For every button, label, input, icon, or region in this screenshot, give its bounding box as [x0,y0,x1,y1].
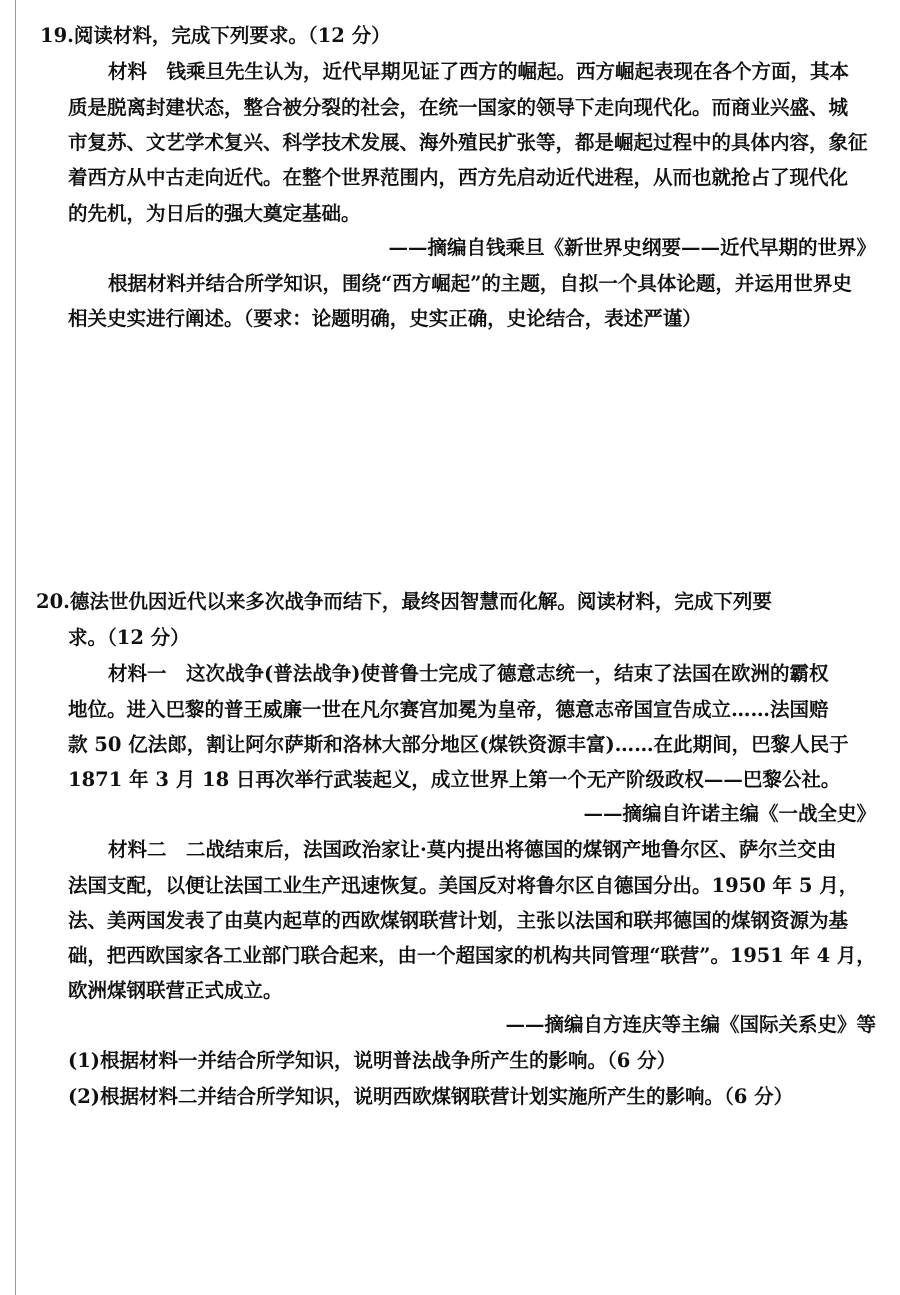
q20-source2: ——摘编自方连庆等主编《国际关系史》等 [505,1013,876,1036]
q19-material-line: 市复苏、文艺学术复兴、科学技术发展、海外殖民扩张等，都是崛起过程中的具体内容，象征 [68,131,868,154]
q19-material-line: 质是脱离封建状态，整合被分裂的社会，在统一国家的领导下走向现代化。而商业兴盛、城 [68,96,849,119]
q19-material-line: 着西方从中古走向近代。在整个世界范围内，西方先启动近代进程，从而也就抢占了现代化 [68,166,849,189]
q20-material2-line: 材料二 二战结束后，法国政治家让·莫内提出将德国的煤钢产地鲁尔区、萨尔兰交由 [108,838,837,861]
q20-header-line: 求。（12 分） [68,626,190,649]
q20-material2-line: 法、美两国发表了由莫内起草的西欧煤钢联营计划，主张以法国和联邦德国的煤钢资源为基 [68,909,849,932]
q19-task-line: 相关史实进行阐述。（要求：论题明确，史实正确，史论结合，表述严谨） [68,307,702,330]
q20-material2-line: 础，把西欧国家各工业部门联合起来，由一个超国家的机构共同管理“联营”。1951 年 4 月， [68,944,876,967]
q20-subquestion-1: (1)根据材料一并结合所学知识，说明普法战争所产生的影响。（6 分） [68,1049,677,1072]
q20-material1-line: 地位。进入巴黎的普王威廉一世在凡尔赛宫加冕为皇帝，德意志帝国宣告成立……法国赔 [68,698,829,721]
q20-source1: ——摘编自许诺主编《一战全史》 [583,802,876,825]
q20-material1-line: 款 50 亿法郎，割让阿尔萨斯和洛林大部分地区(煤铁资源丰富)……在此期间，巴黎人民于 [68,733,849,756]
q20-material2-line: 欧洲煤钢联营正式成立。 [68,979,283,1002]
q20-material1-line: 材料一 这次战争(普法战争)使普鲁士完成了德意志统一，结束了法国在欧洲的霸权 [108,662,829,685]
q19-source: ——摘编自钱乘旦《新世界史纲要——近代早期的世界》 [388,236,876,259]
q20-material2-line: 法国支配，以便让法国工业生产迅速恢复。美国反对将鲁尔区自德国分出。1950 年 5 月， [68,874,859,897]
q20-material1-line: 1871 年 3 月 18 日再次举行武装起义，成立世界上第一个无产阶级政权——巴黎公社。 [68,768,841,791]
q19-task-line: 根据材料并结合所学知识，围绕“西方崛起”的主题，自拟一个具体论题，并运用世界史 [108,272,852,295]
q19-material-line: 材料 钱乘旦先生认为，近代早期见证了西方的崛起。西方崛起表现在各个方面，其本 [108,60,850,83]
q19-header: 19.阅读材料，完成下列要求。（12 分） [40,24,391,47]
q20-header-line: 20.德法世仇因近代以来多次战争而结下，最终因智慧而化解。阅读材料，完成下列要 [36,590,772,613]
q20-subquestion-2: (2)根据材料二并结合所学知识，说明西欧煤钢联营计划实施所产生的影响。（6 分） [68,1085,794,1108]
q19-material-line: 的先机，为日后的强大奠定基础。 [68,202,361,225]
